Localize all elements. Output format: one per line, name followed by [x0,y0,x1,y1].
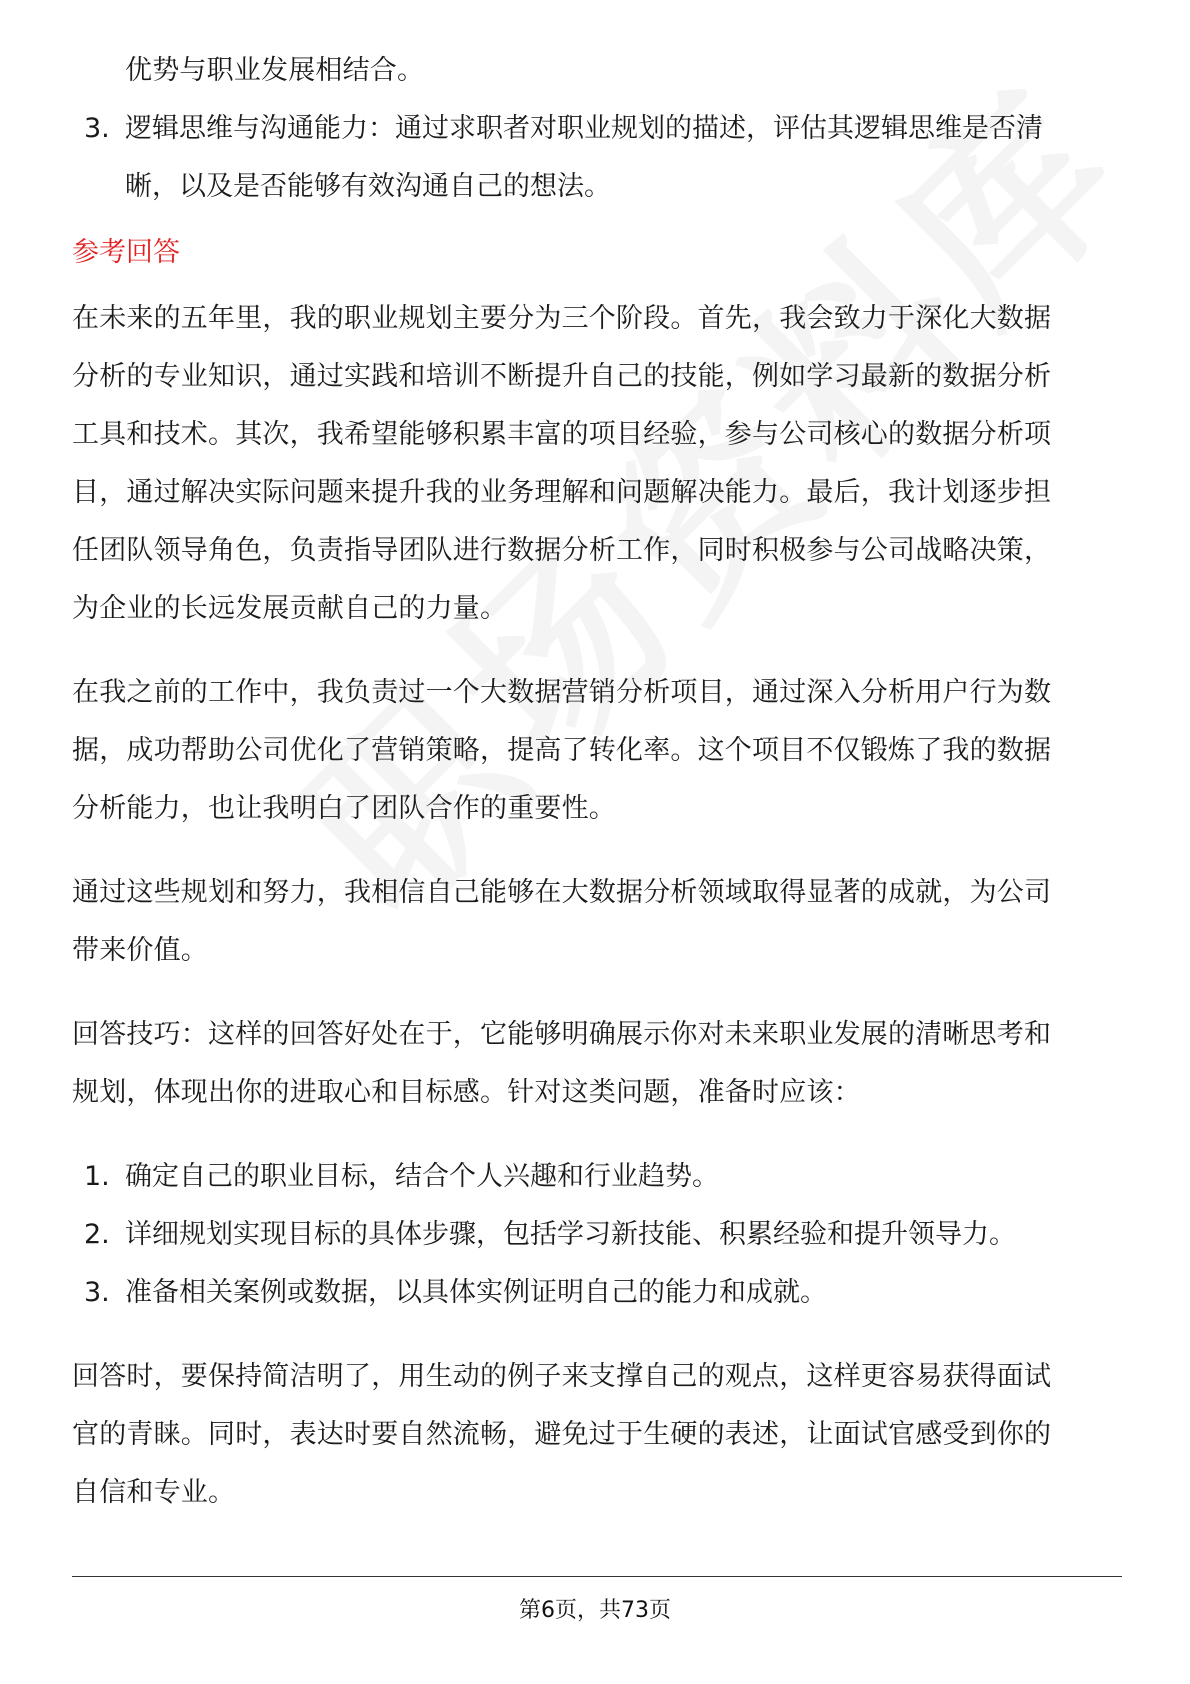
page-content [72,42,1122,1522]
list-number: 1. [84,1161,110,1192]
page-number: 第6页，共73页 [519,1598,671,1623]
list-item-continuation: 优势与职业发展相结合。 [125,55,425,86]
footer-divider [72,1576,1122,1577]
text-line: 为企业的长远发展贡献自己的力量。 [72,593,508,624]
paragraph-conclusion [72,864,1122,980]
list-number: 3. [84,113,110,144]
list-item-text: 确定自己的职业目标，结合个人兴趣和行业趋势。 [125,1161,719,1192]
tips-list [72,1148,1122,1322]
text-line: 工具和技术。其次，我希望能够积累丰富的项目经验，参与公司核心的数据分析项 [72,419,1052,450]
evaluation-list [72,100,1122,216]
text-line: 分析能力，也让我明白了团队合作的重要性。 [72,793,616,824]
text-line: 在我之前的工作中，我负责过一个大数据营销分析项目，通过深入分析用户行为数 [72,677,1052,708]
list-item-text-line: 逻辑思维与沟通能力：通过求职者对职业规划的描述，评估其逻辑思维是否清 [125,113,1043,144]
list-number: 2. [84,1219,110,1250]
text-line: 据，成功帮助公司优化了营销策略，提高了转化率。这个项目不仅锻炼了我的数据 [72,735,1052,766]
text-line: 规划，体现出你的进取心和目标感。针对这类问题，准备时应该： [72,1077,861,1108]
list-item-text: 准备相关案例或数据，以具体实例证明自己的能力和成就。 [125,1277,827,1308]
text-line: 任团队领导角色，负责指导团队进行数据分析工作，同时积极参与公司战略决策， [72,535,1052,566]
list-item [72,100,1122,216]
text-line: 通过这些规划和努力，我相信自己能够在大数据分析领域取得显著的成就，为公司 [72,877,1052,908]
text-line: 回答技巧：这样的回答好处在于，它能够明确展示你对未来职业发展的清晰思考和 [72,1019,1052,1050]
paragraph-experience [72,664,1122,838]
list-item [72,1148,1122,1206]
section-heading: 参考回答 [72,237,180,268]
text-line: 带来价值。 [72,935,208,966]
list-item-text-line: 晰，以及是否能够有效沟通自己的想法。 [125,171,611,202]
text-line: 目，通过解决实际问题来提升我的业务理解和问题解决能力。最后，我计划逐步担 [72,477,1052,508]
text-line: 官的青睐。同时，表达时要自然流畅，避免过于生硬的表述，让面试官感受到你的 [72,1419,1052,1450]
paragraph-plan [72,290,1122,638]
paragraph-tips-intro [72,1006,1122,1122]
list-item [72,1206,1122,1264]
text-line: 回答时，要保持简洁明了，用生动的例子来支撑自己的观点，这样更容易获得面试 [72,1361,1052,1392]
text-line: 分析的专业知识，通过实践和培训不断提升自己的技能，例如学习最新的数据分析 [72,361,1052,392]
paragraph-advice [72,1348,1122,1522]
list-item-text: 详细规划实现目标的具体步骤，包括学习新技能、积累经验和提升领导力。 [125,1219,1016,1250]
list-item [72,1264,1122,1322]
text-line: 在未来的五年里，我的职业规划主要分为三个阶段。首先，我会致力于深化大数据 [72,303,1052,334]
text-line: 自信和专业。 [72,1477,236,1508]
list-number: 3. [84,1277,110,1308]
